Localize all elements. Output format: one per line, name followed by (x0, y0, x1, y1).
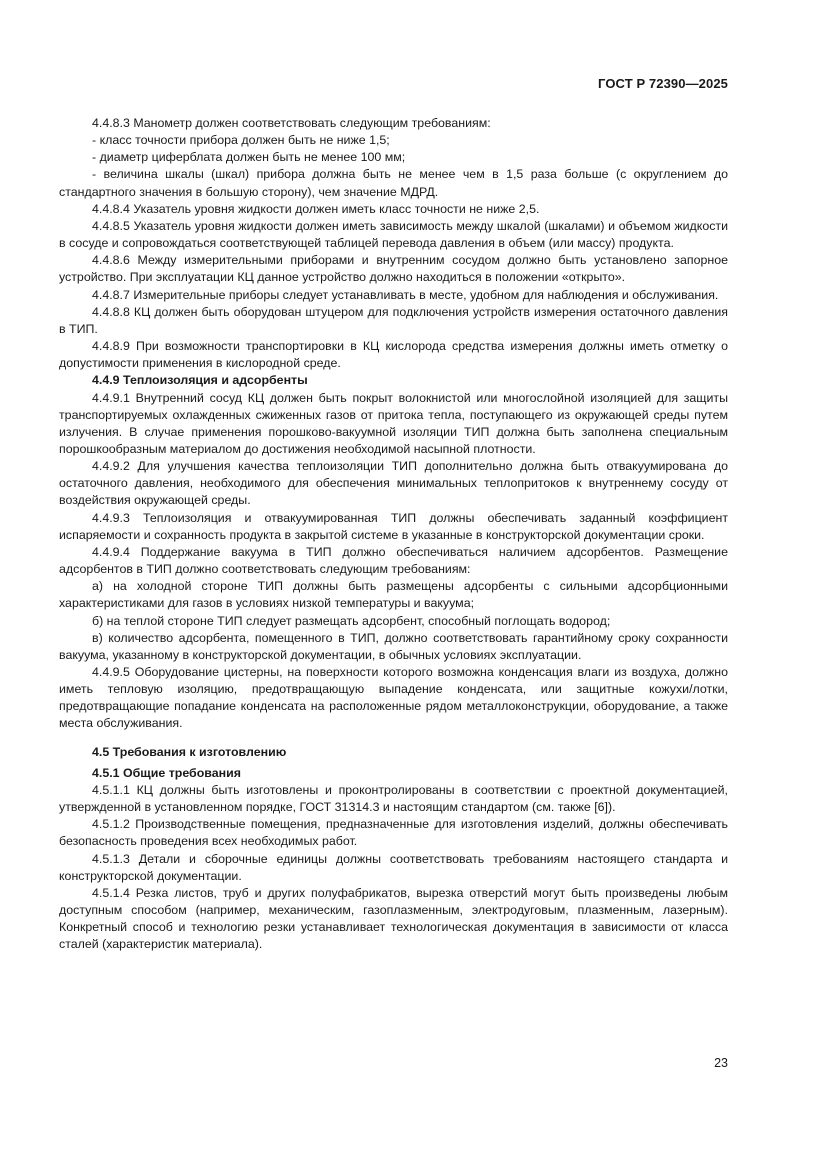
paragraph-4-4-8-3: 4.4.8.3 Манометр должен соответствовать следующим требованиям: (92, 116, 491, 130)
paragraph-4-4-8-7: 4.4.8.7 Измерительные приборы следует устанавливать в месте, удобном для наблюдения и обслуживания. (92, 287, 719, 302)
list-item: а) на холодной стороне ТИП должны быть размещены адсорбенты с сильными адсорбционными характеристиками для газов в условиях низкой температуры и вакуума; (59, 579, 728, 611)
paragraph-4-4-9-5: 4.4.9.5 Оборудование цистерны, на поверхности которого возможна конденсация влаги из воздуха, должно иметь тепловую изоляцию, предотвращающую выпадение конденсата, или защитные кожухи/лотки, предотвращающие попадание конденсата на расположенные рядом металлоконструкции, оборудование, а также места обслуживания. (59, 665, 728, 731)
paragraph-4-4-9-3: 4.4.9.3 Теплоизоляция и отвакуумированная ТИП должны обеспечивать заданный коэффициент испаряемости и сохранность продукта в закрытой системе в указанные в конструкторской документации сроки. (59, 510, 728, 542)
paragraph-4-5-1-4: 4.5.1.4 Резка листов, труб и других полуфабрикатов, вырезка отверстий могут быть произведены любым доступным способом (например, механическим, газоплазменным, электродуговым, плазменным, лазерным). Конкретный способ и технологию резки устанавливает технологическая документация в зависимости от класса сталей (характеристик материала). (59, 885, 728, 952)
list-item: - диаметр циферблата должен быть не менее 100 мм; (92, 150, 406, 165)
list-item: - величина шкалы (шкал) прибора должна быть не менее чем в 1,5 раза больше (с округлением до стандартного значения в большую сторону), чем значение МДРД. (59, 167, 728, 199)
paragraph-4-5-1-3: 4.5.1.3 Детали и сборочные единицы должны соответствовать требованиям настоящего стандарта и конструкторской документации. (59, 851, 728, 883)
document-standard-code: ГОСТ Р 72390—2025 (598, 76, 728, 91)
list-item: - класс точности прибора должен быть не ниже 1,5; (92, 133, 390, 148)
paragraph-4-4-8-4: 4.4.8.4 Указатель уровня жидкости должен иметь класс точности не ниже 2,5. (92, 201, 540, 216)
list-item: в) количество адсорбента, помещенного в ТИП, должно соответствовать гарантийному сроку сохранности вакуума, указанному в конструкторской документации, в обычных условиях эксплуатации. (59, 630, 728, 662)
section-heading-4-5: 4.5 Требования к изготовлению (92, 744, 287, 759)
subsection-heading-4-5-1: 4.5.1 Общие требования (92, 765, 241, 780)
list-item: б) на теплой стороне ТИП следует размещать адсорбент, способный поглощать водород; (92, 613, 611, 628)
paragraph-4-5-1-1: 4.5.1.1 КЦ должны быть изготовлены и проконтролированы в соответствии с проектной документацией, утвержденной в установленном порядке, ГОСТ 31314.3 и настоящим стандартом (см. также [6]). (59, 782, 728, 815)
subsection-heading-4-4-9: 4.4.9 Теплоизоляция и адсорбенты (92, 373, 308, 388)
paragraph-4-4-8-8: 4.4.8.8 КЦ должен быть оборудован штуцером для подключения устройств измерения остаточного давления в ТИП. (59, 304, 728, 336)
paragraph-4-5-1-2: 4.5.1.2 Производственные помещения, предназначенные для изготовления изделий, должны обеспечивать безопасность проведения всех необходимых работ. (59, 817, 728, 849)
page-number: 23 (714, 1056, 728, 1070)
document-body (59, 115, 728, 954)
paragraph-4-4-9-4: 4.4.9.4 Поддержание вакуума в ТИП должно обеспечиваться наличием адсорбентов. Размещение адсорбентов в ТИП должно соответствовать следующим требованиям: (59, 544, 728, 577)
paragraph-4-4-8-5: 4.4.8.5 Указатель уровня жидкости должен иметь зависимость между шкалой (шкалами) и объемом жидкости в сосуде и сопровождаться соответствующей таблицей перевода давления в объем (или массу) продукта. (59, 218, 728, 251)
paragraph-4-4-8-9: 4.4.8.9 При возможности транспортировки в КЦ кислорода средства измерения должны иметь отметку о допустимости применения в кислородной среде. (59, 339, 728, 371)
paragraph-4-4-9-1: 4.4.9.1 Внутренний сосуд КЦ должен быть покрыт волокнистой или многослойной изоляцией для защиты транспортируемых охлажденных сжиженных газов от притока тепла, поступающего из окружающей среды путем излучения. В случае применения порошково-вакуумной изоляции ТИП должна быть заполнена специальным порошкообразным материалом до достижения необходимой насыпной плотности. (59, 390, 728, 456)
paragraph-4-4-9-2: 4.4.9.2 Для улучшения качества теплоизоляции ТИП дополнительно должна быть отвакуумирована до остаточного давления, необходимого для обеспечения минимальных теплопритоков к внутреннему сосуду от воздействия окружающей среды. (59, 459, 728, 508)
paragraph-4-4-8-6: 4.4.8.6 Между измерительными приборами и внутренним сосудом должно быть установлено запорное устройство. При эксплуатации КЦ данное устройство должно находиться в положении «открыто». (59, 253, 728, 285)
